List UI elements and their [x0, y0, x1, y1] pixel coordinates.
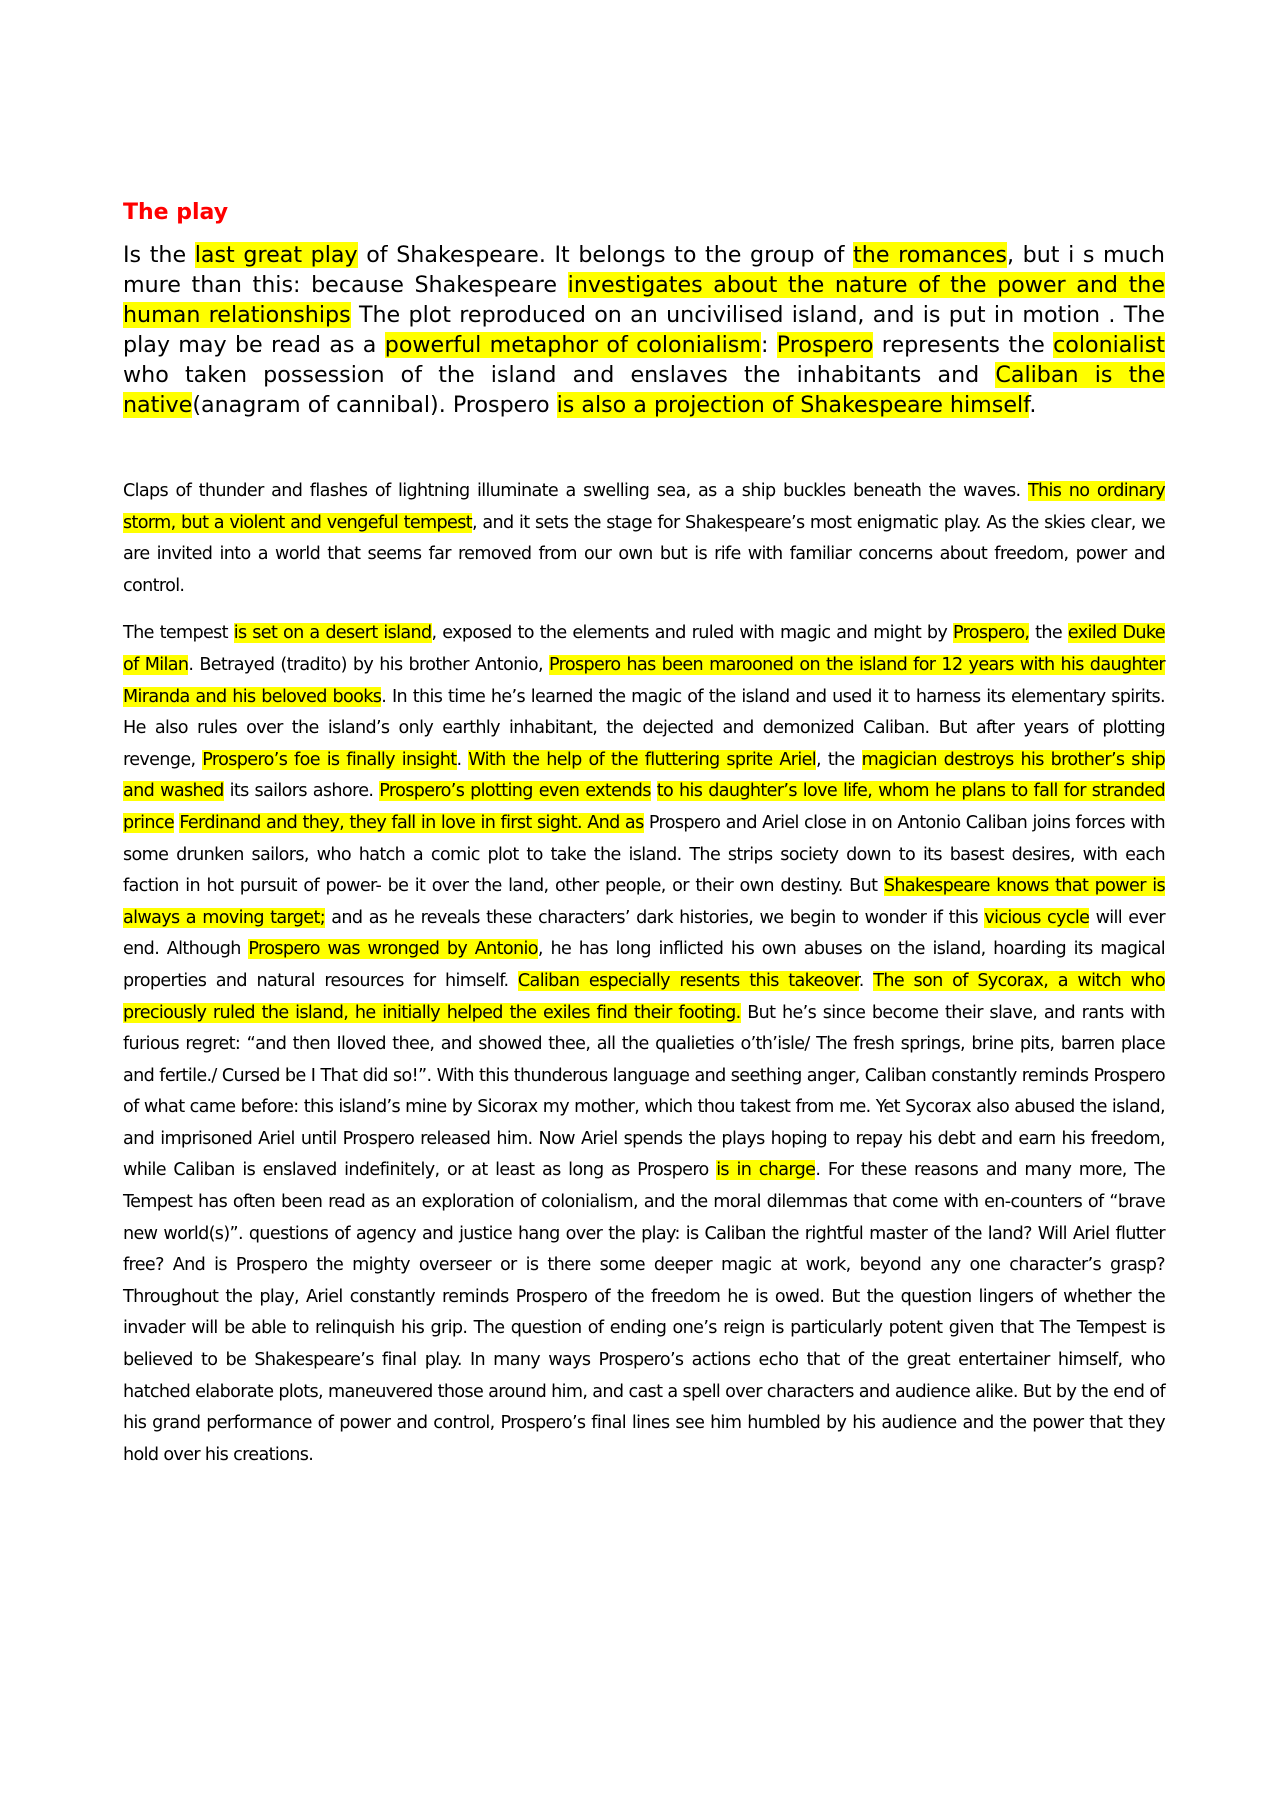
highlighted-text: Shakespeare knows that power is always a moving target; [123, 876, 1166, 928]
highlighted-text: Prospero’s foe is finally insight [202, 749, 457, 770]
text-run: and as he reveals these characters’ dark histories, we begin to wonder if this [325, 907, 985, 928]
highlighted-text: magician destroys his brother’s ship and washed [123, 749, 1165, 802]
highlighted-text: colonialist [1053, 332, 1165, 358]
text-run: . [456, 749, 469, 770]
text-run: . Betrayed (tradito) by his brother Antonio, [188, 654, 549, 675]
text-run: . [1029, 392, 1037, 418]
text-run: its sailors ashore. [223, 781, 380, 802]
highlighted-text: last great play [194, 242, 358, 268]
text-run: : [760, 332, 777, 358]
text-run: Prospero and Ariel close in on Antonio Caliban joins forces with some drunken sailors, who hatch a comic plot to take the island. The strips society down to its basest desires, with each faction in hot pursuit of power- be it over the land, other people, or their own destiny. But [123, 812, 1165, 897]
highlighted-text: Caliban is the native [123, 362, 1166, 418]
highlighted-text: The son of Sycorax, a witch who preciously ruled the island, he initially helped the exiles find their footing. [123, 970, 1165, 1023]
highlighted-text: investigates about the nature of the power and the human relationships [123, 272, 1165, 328]
text-run: who taken possession of the island and enslaves the inhabitants and [123, 362, 996, 388]
text-run: Is the [123, 242, 195, 268]
text-run: , but i s much mure than this: because Shakespeare [123, 242, 1165, 298]
highlighted-text: With the help of the fluttering sprite Ariel [468, 749, 817, 770]
text-run: , he has long inflicted his own abuses on the island, hoarding its magical properties and natural resources for himself. [123, 939, 1165, 991]
text-run: . In this time he’s learned the magic of the island and used it to harness its elementary spirits. He also rules over the island’s only earthly inhabitant, the dejected and demonized Caliban. But after years of plotting revenge, [123, 686, 1165, 770]
page-title: The play [123, 200, 229, 225]
text-run: (anagram of cannibal). Prospero [192, 392, 557, 418]
text-run: The plot reproduced on an uncivilised island, and is put in motion . The play may be read as a [123, 302, 1165, 358]
storm-paragraph [123, 476, 1165, 602]
highlighted-text: Prospero [776, 332, 874, 358]
highlighted-text: Caliban especially resents this takeover [517, 970, 859, 991]
text-run: , and it sets the stage for Shakespeare’s most enigmatic play. As the skies clear, we are invited into a world that seems far removed from our own but is rife with familiar concerns about freedom, power and control. [123, 512, 1166, 596]
highlighted-text: the romances [853, 242, 1007, 268]
text-run [651, 781, 657, 801]
highlighted-text: to his daughter’s love life, whom he plans to fall for stranded prince [123, 781, 1165, 833]
highlighted-text: Ferdinand and they, they fall in love in first sight. And as [179, 812, 644, 833]
highlighted-text: vicious cycle [984, 907, 1090, 928]
highlighted-text: Prospero’s plotting even extends [379, 781, 651, 802]
highlighted-text: powerful metaphor of colonialism [384, 332, 761, 358]
text-run: , exposed to the elements and ruled with magic and might by [431, 623, 953, 644]
text-run: . [858, 970, 874, 991]
text-run: . For these reasons and many more, The Tempest has often been read as an exploration of colonialism, and the moral dilemmas that come with en-counters of “brave new world(s)”. questions of agency and justice hang over the play: is Caliban the rightful master of the land? Will Ariel flutter free? And is Prospero the mighty overseer or is there some deeper magic at work, beyond any one character’s grasp? Throughout the play, Ariel constantly reminds Prospero of the freedom he is owed. But the question lingers of whether the invader will be able to relinquish his grip. The question of ending one’s reign is particularly potent given that The Tempest is believed to be Shakespeare’s final play. In many ways Prospero’s actions echo that of the great entertainer himself, who hatched elaborate plots, maneuvered those around him, and cast a spell over characters and audience alike. But by the end of his grand performance of power and control, Prospero’s final lines see him humbled by his audience and the power that they hold over his creations. [123, 1160, 1165, 1465]
text-run: The tempest [123, 623, 234, 644]
plot-paragraph [123, 618, 1165, 1471]
highlighted-text: exiled Duke of Milan [123, 623, 1165, 675]
highlighted-text: Prospero was wronged by Antonio [248, 939, 538, 960]
document-page [123, 198, 1165, 1471]
text-run: represents the [873, 332, 1054, 358]
document-body [123, 240, 1165, 1471]
highlighted-text: is set on a desert island [233, 623, 432, 644]
text-run: But he’s since become their slave, and rants with furious regret: “and then Iloved thee, and showed thee, all the qualieties o’th’isle/ The fresh springs, brine pits, barren place and fertile./ Cursed be I That did so!”. With this thunderous language and seething anger, Caliban constantly reminds Prospero of what came before: this island’s mine by Sicorax my mother, which thou takest from me. Yet Sycorax also abused the island, and imprisoned Ariel until Prospero released him. Now Ariel spends the plays hoping to repay his debt and earn his freedom, while Caliban is enslaved indefinitely, or at least as long as Prospero [123, 1002, 1165, 1181]
text-run: of Shakespeare. It belongs to the group of [357, 242, 854, 268]
highlighted-text: is in charge [716, 1160, 816, 1181]
highlighted-text: Prospero, [952, 623, 1030, 644]
highlighted-text: Prospero has been marooned on the island for 12 years with his daughter Miranda and his beloved books [123, 654, 1165, 707]
text-run: will ever end. Although [123, 907, 1165, 960]
highlighted-text: is also a projection of Shakespeare himself [556, 392, 1030, 418]
text-run: the [1029, 623, 1068, 644]
text-run: Claps of thunder and flashes of lightning illuminate a swelling sea, as a ship buckles beneath the waves. [123, 481, 1028, 501]
intro-paragraph [123, 240, 1165, 420]
text-run: , the [816, 749, 862, 770]
highlighted-text: This no ordinary storm, but a violent and vengeful tempest [123, 481, 1165, 533]
